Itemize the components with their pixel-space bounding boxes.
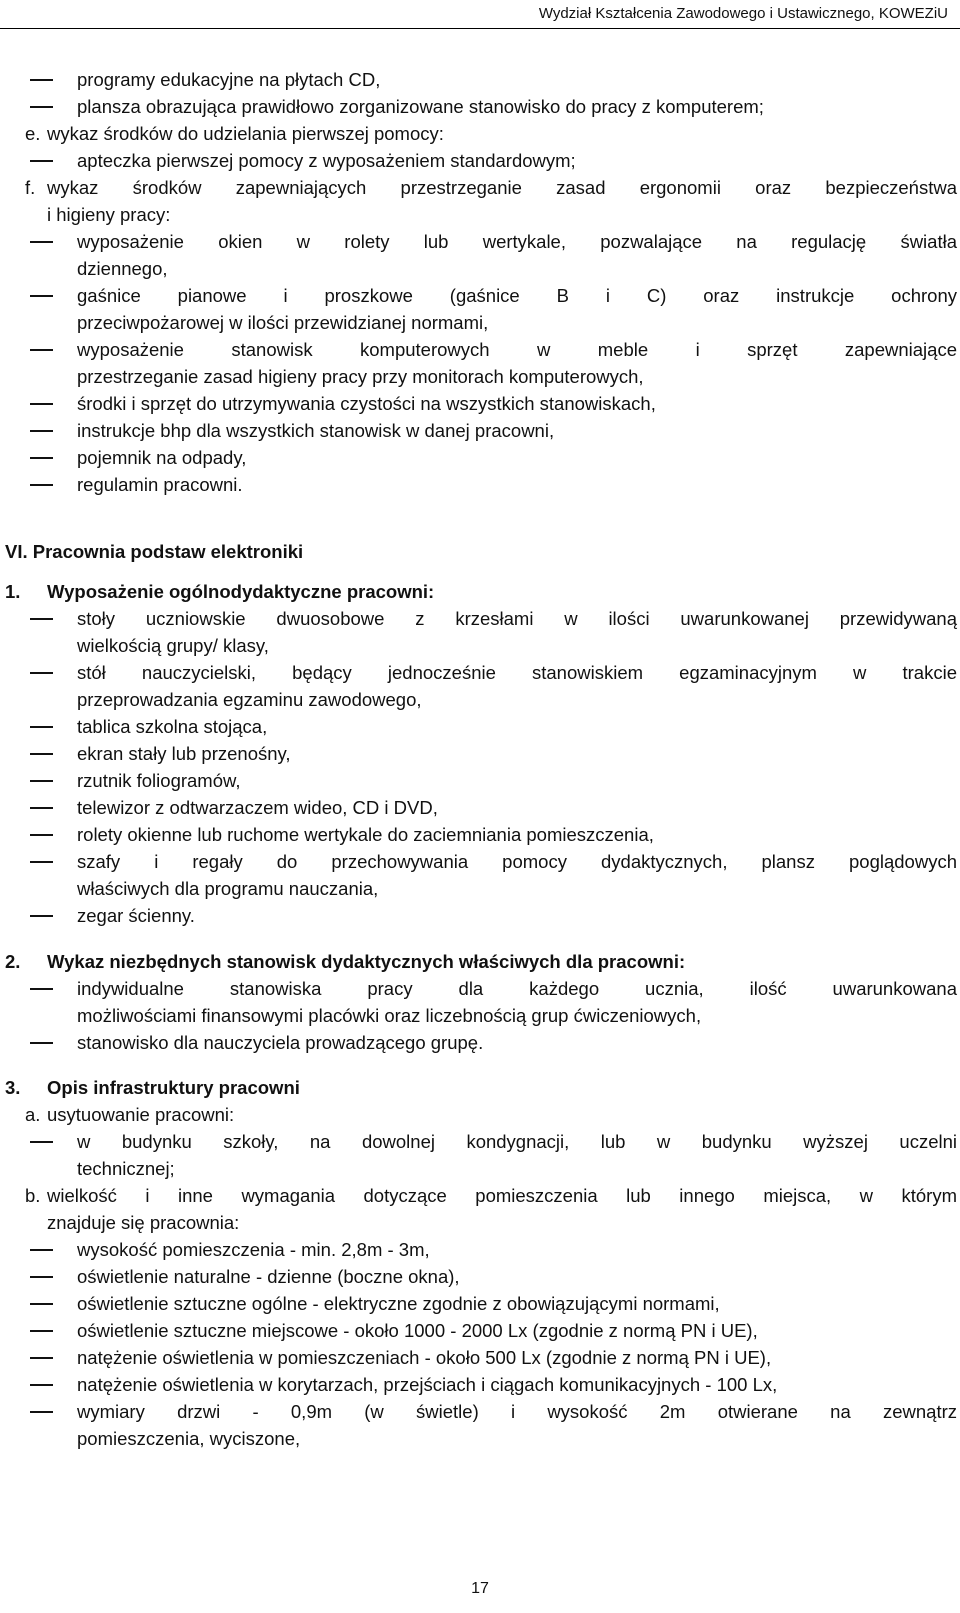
heading-marker: 1. [5, 581, 21, 602]
list-item: stanowisko dla nauczyciela prowadzącego grupę. [0, 1029, 960, 1056]
heading-text: Wykaz niezbędnych stanowisk dydaktycznych właściwych dla pracowni: [47, 951, 686, 972]
heading-text: Wyposażenie ogólnodydaktyczne pracowni: [47, 581, 435, 602]
list-item: regulamin pracowni. [0, 471, 960, 498]
lettered-item-a [0, 1101, 960, 1128]
list-item: indywidualne stanowiska pracy dla każdego ucznia, ilość uwarunkowana [0, 975, 960, 1002]
list-item-continuation: wielkością grupy/ klasy, [77, 635, 269, 656]
page-header [0, 0, 960, 32]
list-item: stół nauczycielski, będący jednocześnie stanowiskiem egzaminacyjnym w trakcie [0, 659, 960, 686]
list-item: wyposażenie stanowisk komputerowych w meble i sprzęt zapewniające [0, 336, 960, 363]
item-text: usytuowanie pracowni: [47, 1104, 235, 1125]
list-item: stoły uczniowskie dwuosobowe z krzesłami w ilości uwarunkowanej przewidywaną [0, 605, 960, 632]
item-marker: f. [25, 177, 36, 198]
list-item-continuation: przeprowadzania egzaminu zawodowego, [77, 689, 422, 710]
item-text: wykaz środków do udzielania pierwszej pomocy: [47, 123, 444, 144]
lettered-item-e [0, 120, 960, 147]
subsection-heading-1 [0, 578, 960, 605]
item-text: wykaz środków zapewniających przestrzeganie zasad ergonomii oraz bezpieczeństwa [47, 177, 957, 198]
list-item: ekran stały lub przenośny, [0, 740, 960, 767]
item-marker: e. [25, 123, 41, 144]
list-item: tablica szkolna stojąca, [0, 713, 960, 740]
list-item: wymiary drzwi - 0,9m (w świetle) i wysokość 2m otwierane na zewnątrz [0, 1398, 960, 1425]
list-item: programy edukacyjne na płytach CD, [0, 66, 960, 93]
list-item: apteczka pierwszej pomocy z wyposażeniem standardowym; [0, 147, 960, 174]
item-marker: a. [25, 1104, 41, 1125]
header-text: Wydział Kształcenia Zawodowego i Ustawicznego, KOWEZiU [538, 5, 948, 22]
list-item-continuation: dziennego, [77, 258, 168, 279]
list-item: oświetlenie sztuczne miejscowe - około 1000 - 2000 Lx (zgodnie z normą PN i UE), [0, 1317, 960, 1344]
document-body [0, 66, 960, 1452]
list-item: wyposażenie okien w rolety lub wertykale, pozwalające na regulację światła [0, 228, 960, 255]
list-item-continuation: technicznej; [77, 1158, 175, 1179]
item-text-continuation: i higieny pracy: [47, 204, 171, 225]
list-item: rzutnik foliogramów, [0, 767, 960, 794]
header-rule [0, 28, 960, 29]
list-item-continuation: przeciwpożarowej w ilości przewidzianej normami, [77, 312, 489, 333]
list-item-continuation: możliwościami finansowymi placówki oraz liczebnością grup ćwiczeniowych, [77, 1005, 702, 1026]
list-item: pojemnik na odpady, [0, 444, 960, 471]
subsection-heading-2 [0, 948, 960, 975]
list-item: wysokość pomieszczenia - min. 2,8m - 3m, [0, 1236, 960, 1263]
list-item: natężenie oświetlenia w pomieszczeniach - około 500 Lx (zgodnie z normą PN i UE), [0, 1344, 960, 1371]
list-item: w budynku szkoły, na dowolnej kondygnacji, lub w budynku wyższej uczelni [0, 1128, 960, 1155]
list-item: instrukcje bhp dla wszystkich stanowisk w danej pracowni, [0, 417, 960, 444]
page-number: 17 [471, 1580, 489, 1597]
list-item: natężenie oświetlenia w korytarzach, przejściach i ciągach komunikacyjnych - 100 Lx, [0, 1371, 960, 1398]
list-item-continuation: właściwych dla programu nauczania, [77, 878, 379, 899]
list-item: oświetlenie sztuczne ogólne - elektryczne zgodnie z obowiązującymi normami, [0, 1290, 960, 1317]
lettered-item-f [0, 174, 960, 201]
item-text: wielkość i inne wymagania dotyczące pomieszczenia lub innego miejsca, w którym [47, 1185, 957, 1206]
heading-text: Opis infrastruktury pracowni [47, 1077, 300, 1098]
list-item-continuation: pomieszczenia, wyciszone, [77, 1428, 301, 1449]
list-item: oświetlenie naturalne - dzienne (boczne okna), [0, 1263, 960, 1290]
heading-marker: 3. [5, 1077, 21, 1098]
list-item-continuation: przestrzeganie zasad higieny pracy przy monitorach komputerowych, [77, 366, 644, 387]
heading-marker: 2. [5, 951, 21, 972]
section-heading: VI. Pracownia podstaw elektroniki [5, 541, 304, 562]
lettered-item-b [0, 1182, 960, 1209]
item-marker: b. [25, 1185, 41, 1206]
list-item: środki i sprzęt do utrzymywania czystości na wszystkich stanowiskach, [0, 390, 960, 417]
list-item: telewizor z odtwarzaczem wideo, CD i DVD, [0, 794, 960, 821]
list-item: gaśnice pianowe i proszkowe (gaśnice B i C) oraz instrukcje ochrony [0, 282, 960, 309]
list-item: rolety okienne lub ruchome wertykale do zaciemniania pomieszczenia, [0, 821, 960, 848]
list-item: plansza obrazująca prawidłowo zorganizowane stanowisko do pracy z komputerem; [0, 93, 960, 120]
item-text-continuation: znajduje się pracownia: [47, 1212, 240, 1233]
list-item: zegar ścienny. [0, 902, 960, 929]
list-item: szafy i regały do przechowywania pomocy dydaktycznych, plansz poglądowych [0, 848, 960, 875]
subsection-heading-3 [0, 1074, 960, 1101]
